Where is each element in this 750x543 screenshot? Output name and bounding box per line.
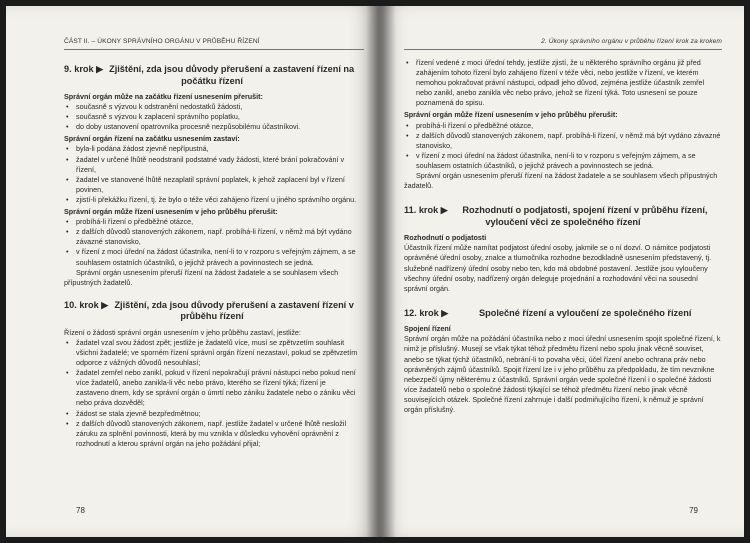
step-heading xyxy=(64,64,360,87)
list-item: • z dalších důvodů stanovených zákonem, např. probíhá-li řízení, v němž má být vydáno závazné stanovisko, xyxy=(64,227,360,247)
right-content xyxy=(404,58,722,415)
paragraph: Správní orgán usnesením přeruší řízení na žádost žadatele a se souhlasem všech přípustných žadatelů. xyxy=(404,171,718,191)
step-heading xyxy=(404,205,722,228)
running-head: ČÁST II. – ÚKONY SPRÁVNÍHO ORGÁNU V PRŮBĚHU ŘÍZENÍ xyxy=(64,38,260,45)
list-item: • žadatel ve stanovené lhůtě nezaplatil správní poplatek, k jehož zaplacení byl v řízení povinen, xyxy=(64,175,360,195)
list-item: • v řízení z moci úřední na žádost účastníka, není-li to v rozporu s veřejným zájmem, a se souhlasem ostatních účastníků, o jejichž právech a povinnostech se jedná. xyxy=(64,247,360,267)
header-rule xyxy=(64,49,364,50)
section-subheading: Rozhodnutí o podjatosti xyxy=(404,233,487,243)
header-rule xyxy=(404,49,722,50)
step-title: Zjištění, zda jsou důvody přerušení a zastavení řízení na počátku řízení xyxy=(109,64,355,86)
step-title: Rozhodnutí o podjatosti, spojení řízení v průběhu řízení, vyloučení věci ze společného řízení xyxy=(462,205,708,227)
page-number: 78 xyxy=(76,506,85,515)
bullet-list xyxy=(64,144,360,205)
paragraph: Správní orgán usnesením přeruší řízení na žádost žadatele a se souhlasem všech přípustných žadatelů. xyxy=(64,267,339,287)
list-item: • v řízení z moci úřední na žádost účastníka, není-li to v rozporu s veřejným zájmem, a se souhlasem ostatních účastníků, o jejichž právech a povinnostech se jedná. xyxy=(404,151,722,171)
step-number: 9. krok ▶ xyxy=(64,64,104,74)
list-item: • řízení vedené z moci úřední tehdy, jestliže zjistí, že u některého správního orgánu již před zahájením tohoto řízení bylo zahájeno řízení v téže věci, nebo jestliže v řízení, ve kterém nemohou pokračovat právní nástupci, odpadl jeho důvod, zejména jestliže účastník zemřel nebo zanikl, anebo zanikla věc nebo právo, jehož se řízení týká. Toto usnesení se pouze poznamená do spisu. xyxy=(404,58,722,108)
bullet-list xyxy=(404,121,722,171)
list-item: • současně s výzvou k odstranění nedostatků žádosti, xyxy=(64,102,360,112)
list-item: • byla-li podána žádost zjevně nepřípustná, xyxy=(64,144,360,154)
page-number: 79 xyxy=(689,506,698,515)
left-page xyxy=(6,6,378,537)
section-subheading: Správní orgán může řízení usnesením v jeho průběhu přerušit: xyxy=(404,110,618,120)
step-number: 11. krok ▶ xyxy=(404,205,448,216)
step-title: Společné řízení a vyloučení ze společného řízení xyxy=(478,307,692,318)
list-item: • probíhá-li řízení o předběžné otázce, xyxy=(404,121,722,131)
list-item: • žádost se stala zjevně bezpředmětnou; xyxy=(64,409,360,419)
paragraph: Správní orgán může na požádání účastníka nebo z moci úřední usnesením spojit společné řízení, k nimž je příslušný. Musejí se však týkat téhož předmětu řízení nebo spolu jinak věcně souviset, anebo se týkat týchž účastníků, nebrání-li to povaha věci, účel řízení anebo ochrana práv nebo oprávněných zájmů účastníků. Spojit řízení lze i v jeho průběhu za předpokladu, že tím nevznikne nebezpečí újmy některému z účastníků. Správní orgán vede společné řízení i o společné žádosti více žadatelů nebo o společné žádosti týkající se téhož předmětu řízení nebo jinak věcně souvisejících otázek. Společné řízení zahrnuje i další podmiňujícího řízení, k němuž je správní orgán příslušný. xyxy=(404,334,721,415)
list-item: • z dalších důvodů stanovených zákonem, např. probíhá-li řízení, v němž má být vydáno závazné stanovisko, xyxy=(404,131,722,151)
paragraph: Účastník řízení může namítat podjatost úřední osoby, jakmile se o ní dozví. O námitce podjatosti oprávněné úřední osoby, znalce a tlumočníka rozhodne bezodkladně usnesením představený, tj. služebně nadřízený úřední osoby nebo ten, kdo má obdobné postavení. Jestliže jsou vyloučeny všechny úřední osoby, nadřízený orgán deleguje projednání a rozhodování věci na sousední správní orgán. xyxy=(404,243,712,293)
step-number: 10. krok ▶ xyxy=(64,299,109,310)
left-content xyxy=(64,56,360,449)
list-item: • zjistí-li překážku řízení, tj. že bylo o téže věci zahájeno řízení u jiného správního orgánu. xyxy=(64,195,360,205)
list-item: • žadatel v určené lhůtě neodstranil podstatné vady žádosti, které brání pokračování v řízení, xyxy=(64,155,360,175)
book-spread xyxy=(6,6,744,537)
step-number: 12. krok ▶ xyxy=(404,307,449,318)
step-title: Zjištění, zda jsou důvody přerušení a zastavení řízení v průběhu řízení xyxy=(114,299,354,322)
bullet-list xyxy=(404,58,722,108)
section-subheading: Správní orgán řízení na začátku usnesením zastaví: xyxy=(64,134,240,144)
step-heading xyxy=(64,300,360,323)
section-subheading: Správní orgán může řízení usnesením v jeho průběhu přerušit: xyxy=(64,207,278,217)
section-subheading: Řízení o žádosti správní orgán usnesením v jeho průběhu zastaví, jestliže: xyxy=(64,327,301,337)
bullet-list xyxy=(64,217,360,267)
list-item: • žadatel zemřel nebo zanikl, pokud v řízení nepokračují právní nástupci nebo pokud není více žadatelů, anebo zanikla-li věc nebo právo, kterého se řízení týká; řízení je zastaveno dnem, kdy se správní orgán o úmrtí nebo zániku žadatele nebo o zániku věci nebo práva dozvěděl; xyxy=(64,368,360,408)
bullet-list xyxy=(64,338,360,449)
running-head: 2. Úkony správního orgánu v průběhu řízení krok za krokem xyxy=(541,38,722,45)
list-item: • do doby ustanovení opatrovníka procesně nezpůsobilému účastníkovi. xyxy=(64,122,360,132)
bullet-list xyxy=(64,102,360,132)
section-subheading: Správní orgán může na začátku řízení usnesením přerušit: xyxy=(64,92,263,101)
step-heading xyxy=(404,308,722,320)
section-subheading: Spojení řízení xyxy=(404,324,451,334)
list-item: • probíhá-li řízení o předběžné otázce, xyxy=(64,217,360,227)
list-item: • z dalších důvodů stanovených zákonem, např. jestliže žadatel v určené lhůtě nesložil záruku za splnění povinnosti, která by mu vznikla v důsledku vyhovění oprávnění z rozhodnutí a kterou správní orgán na jeho požádání přijal; xyxy=(64,419,360,449)
list-item: • žadatel vzal svou žádost zpět; jestliže je žadatelů více, musí se zpětvzetím souhlasit všichni žadatelé; ve sporném řízení správní orgán řízení nezastaví, pokud se zpětvzetím odporce z vážných důvodů nesouhlasí; xyxy=(64,338,360,368)
list-item: • současně s výzvou k zaplacení správního poplatku, xyxy=(64,112,360,122)
right-page xyxy=(378,6,744,537)
